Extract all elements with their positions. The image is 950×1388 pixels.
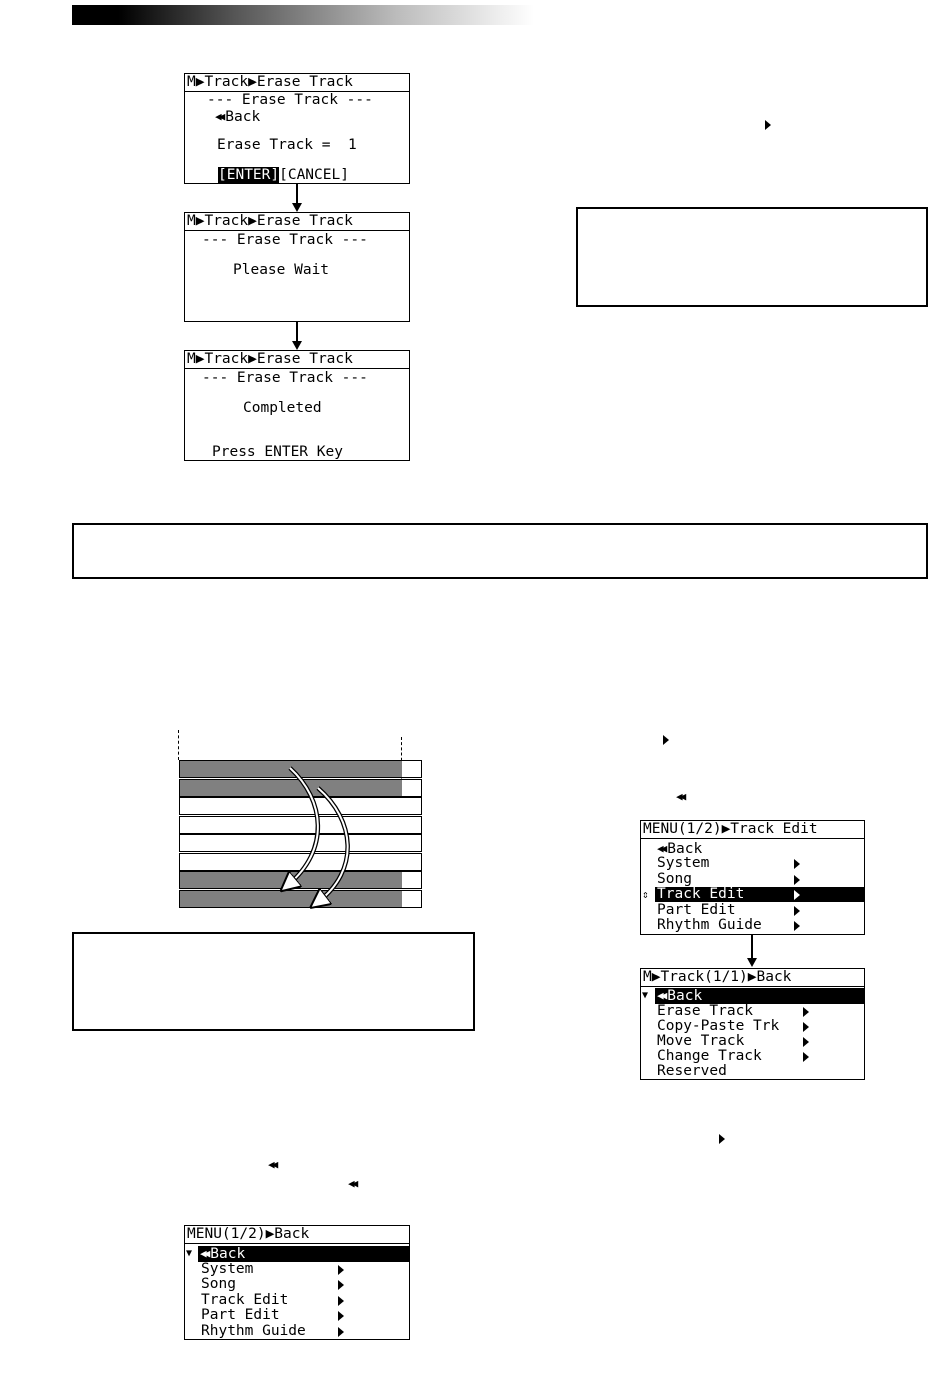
- play-icon: [662, 729, 670, 748]
- menu-item-system[interactable]: System: [201, 1262, 351, 1277]
- submenu-arrow-icon: [794, 859, 800, 869]
- scroll-updown-icon: ⇕: [642, 888, 649, 901]
- rewind-icon: ◀◀: [676, 790, 684, 803]
- play-icon: [718, 1128, 726, 1147]
- submenu-arrow-icon: [794, 890, 800, 900]
- submenu-arrow-icon: [338, 1311, 344, 1321]
- menu-item-song[interactable]: Song: [201, 1277, 351, 1292]
- menu-item-part-edit[interactable]: Part Edit: [657, 903, 807, 918]
- menu-item-part-edit[interactable]: Part Edit: [201, 1308, 351, 1323]
- submenu-arrow-icon: [803, 1052, 809, 1062]
- menu-item-back-selected[interactable]: ◀◀ Back: [655, 988, 864, 1004]
- lcd-please-wait: [184, 212, 410, 322]
- note-box: [576, 207, 928, 307]
- lcd-title: M▶Track(1/1)▶Back: [641, 969, 864, 987]
- submenu-arrow-icon: [338, 1280, 344, 1290]
- rewind-icon: ◀◀: [200, 1247, 208, 1260]
- lcd-back-option: ◀◀ Back: [215, 109, 261, 125]
- menu-item-erase-track[interactable]: Erase Track: [657, 1004, 817, 1019]
- lcd-heading: --- Erase Track ---: [202, 370, 368, 386]
- lcd-title: M▶Track▶Erase Track: [185, 74, 409, 92]
- lcd-status: Please Wait: [233, 262, 330, 278]
- enter-button[interactable]: [ENTER]: [218, 167, 280, 183]
- note-box-wide: [72, 523, 928, 579]
- lcd-track-menu: [640, 968, 865, 1080]
- rewind-icon: ◀◀: [268, 1158, 276, 1171]
- lcd-title: M▶Track▶Erase Track: [185, 351, 409, 369]
- timeline-marker: [178, 730, 179, 760]
- scroll-down-icon: ▼: [642, 990, 649, 1001]
- lcd-heading: --- Erase Track ---: [207, 92, 373, 108]
- rewind-icon: ◀◀: [657, 989, 665, 1002]
- header-gradient-bar: [72, 5, 534, 25]
- submenu-arrow-icon: [803, 1022, 809, 1032]
- flow-arrow-head: [292, 203, 302, 212]
- menu-item-change-track[interactable]: Change Track: [657, 1049, 817, 1064]
- flow-arrow-line: [751, 935, 753, 959]
- submenu-arrow-icon: [794, 921, 800, 931]
- submenu-arrow-icon: [803, 1007, 809, 1017]
- rewind-icon: ◀◀: [215, 110, 223, 123]
- lcd-completed: [184, 350, 410, 461]
- rewind-icon: ◀◀: [657, 842, 665, 855]
- note-box: [72, 932, 475, 1031]
- menu-item-rhythm-guide[interactable]: Rhythm Guide: [201, 1324, 351, 1339]
- copy-arrows: [270, 760, 380, 910]
- lcd-menu-back: [184, 1225, 410, 1340]
- menu-item-rhythm-guide[interactable]: Rhythm Guide: [657, 918, 807, 933]
- cancel-button[interactable]: [CANCEL]: [279, 167, 349, 183]
- lcd-menu-track-edit: [640, 820, 865, 935]
- flow-arrow-head: [292, 341, 302, 350]
- menu-item-reserved: Reserved: [657, 1063, 727, 1079]
- play-icon: [764, 114, 772, 133]
- lcd-status: Completed: [243, 400, 322, 416]
- menu-item-back[interactable]: ◀◀ Back: [657, 841, 703, 857]
- flow-arrow-head: [747, 958, 757, 967]
- scroll-down-icon: ▼: [186, 1248, 193, 1259]
- submenu-arrow-icon: [338, 1327, 344, 1337]
- menu-item-system[interactable]: System: [657, 856, 807, 871]
- rewind-icon: ◀◀: [348, 1177, 356, 1190]
- submenu-arrow-icon: [803, 1037, 809, 1047]
- menu-item-track-edit[interactable]: Track Edit: [201, 1293, 351, 1308]
- lcd-buttons: [218, 168, 349, 183]
- submenu-arrow-icon: [338, 1296, 344, 1306]
- menu-item-back-selected[interactable]: ◀◀ Back: [198, 1246, 409, 1262]
- lcd-title: MENU(1/2)▶Back: [185, 1226, 409, 1244]
- submenu-arrow-icon: [794, 906, 800, 916]
- arrow-curve: [288, 768, 318, 885]
- flow-arrow-line: [296, 184, 298, 204]
- menu-item-copy-paste-trk[interactable]: Copy-Paste Trk: [657, 1019, 817, 1034]
- lcd-title: MENU(1/2)▶Track Edit: [641, 821, 864, 839]
- flow-arrow-line: [296, 322, 298, 342]
- lcd-title: M▶Track▶Erase Track: [185, 213, 409, 231]
- submenu-arrow-icon: [338, 1265, 344, 1275]
- menu-item-song[interactable]: Song: [657, 872, 807, 887]
- submenu-arrow-icon: [794, 875, 800, 885]
- lcd-erase-confirm: [184, 73, 410, 184]
- lcd-erase-track-value: Erase Track = 1: [217, 137, 357, 153]
- menu-item-track-edit-selected[interactable]: Track Edit: [655, 887, 864, 902]
- menu-item-move-track[interactable]: Move Track: [657, 1034, 817, 1049]
- lcd-heading: --- Erase Track ---: [202, 232, 368, 248]
- lcd-instruction: Press ENTER Key: [212, 444, 343, 460]
